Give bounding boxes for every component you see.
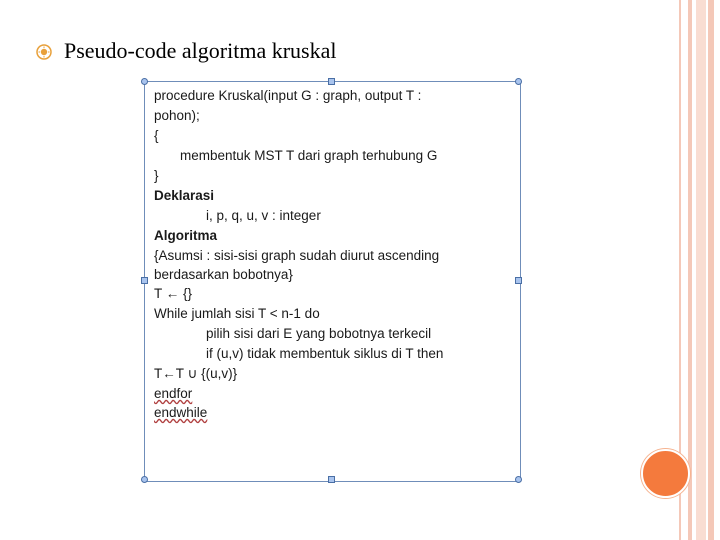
code-line: procedure Kruskal(input G : graph, output T : bbox=[154, 88, 422, 103]
code-line: endwhile bbox=[154, 405, 208, 420]
resize-handle-right[interactable] bbox=[515, 277, 522, 284]
decorative-stripe bbox=[688, 0, 692, 540]
code-line: { bbox=[154, 128, 159, 143]
slide-heading: Pseudo-code algoritma kruskal bbox=[64, 38, 337, 63]
decorative-stripe bbox=[708, 0, 714, 540]
code-line: T ← {} bbox=[154, 286, 193, 301]
resize-handle-left[interactable] bbox=[141, 277, 148, 284]
code-line: } bbox=[154, 168, 159, 183]
code-line: berdasarkan bobotnya} bbox=[154, 267, 293, 282]
code-line: Algoritma bbox=[154, 228, 218, 243]
code-line: Deklarasi bbox=[154, 188, 215, 203]
resize-handle-bottom-right[interactable] bbox=[515, 476, 522, 483]
code-line: {Asumsi : sisi-sisi graph sudah diurut ascending bbox=[154, 248, 440, 263]
resize-handle-bottom[interactable] bbox=[328, 476, 335, 483]
resize-handle-top[interactable] bbox=[328, 78, 335, 85]
code-line: pilih sisi dari E yang bobotnya terkecil bbox=[206, 326, 432, 341]
resize-handle-bottom-left[interactable] bbox=[141, 476, 148, 483]
code-line: pohon); bbox=[154, 108, 200, 123]
resize-handle-top-left[interactable] bbox=[141, 78, 148, 85]
code-line: While jumlah sisi T < n-1 do bbox=[154, 306, 320, 321]
code-line: endfor bbox=[154, 386, 193, 401]
sun-bullet-icon bbox=[36, 44, 52, 60]
decorative-stripe bbox=[696, 0, 706, 540]
decorative-circle bbox=[641, 449, 690, 498]
code-line: i, p, q, u, v : integer bbox=[206, 208, 321, 223]
code-line: membentuk MST T dari graph terhubung G bbox=[180, 148, 438, 163]
resize-handle-top-right[interactable] bbox=[515, 78, 522, 85]
code-line: if (u,v) tidak membentuk siklus di T then bbox=[206, 346, 444, 361]
code-line: T←T ∪ {(u,v)} bbox=[154, 366, 238, 381]
